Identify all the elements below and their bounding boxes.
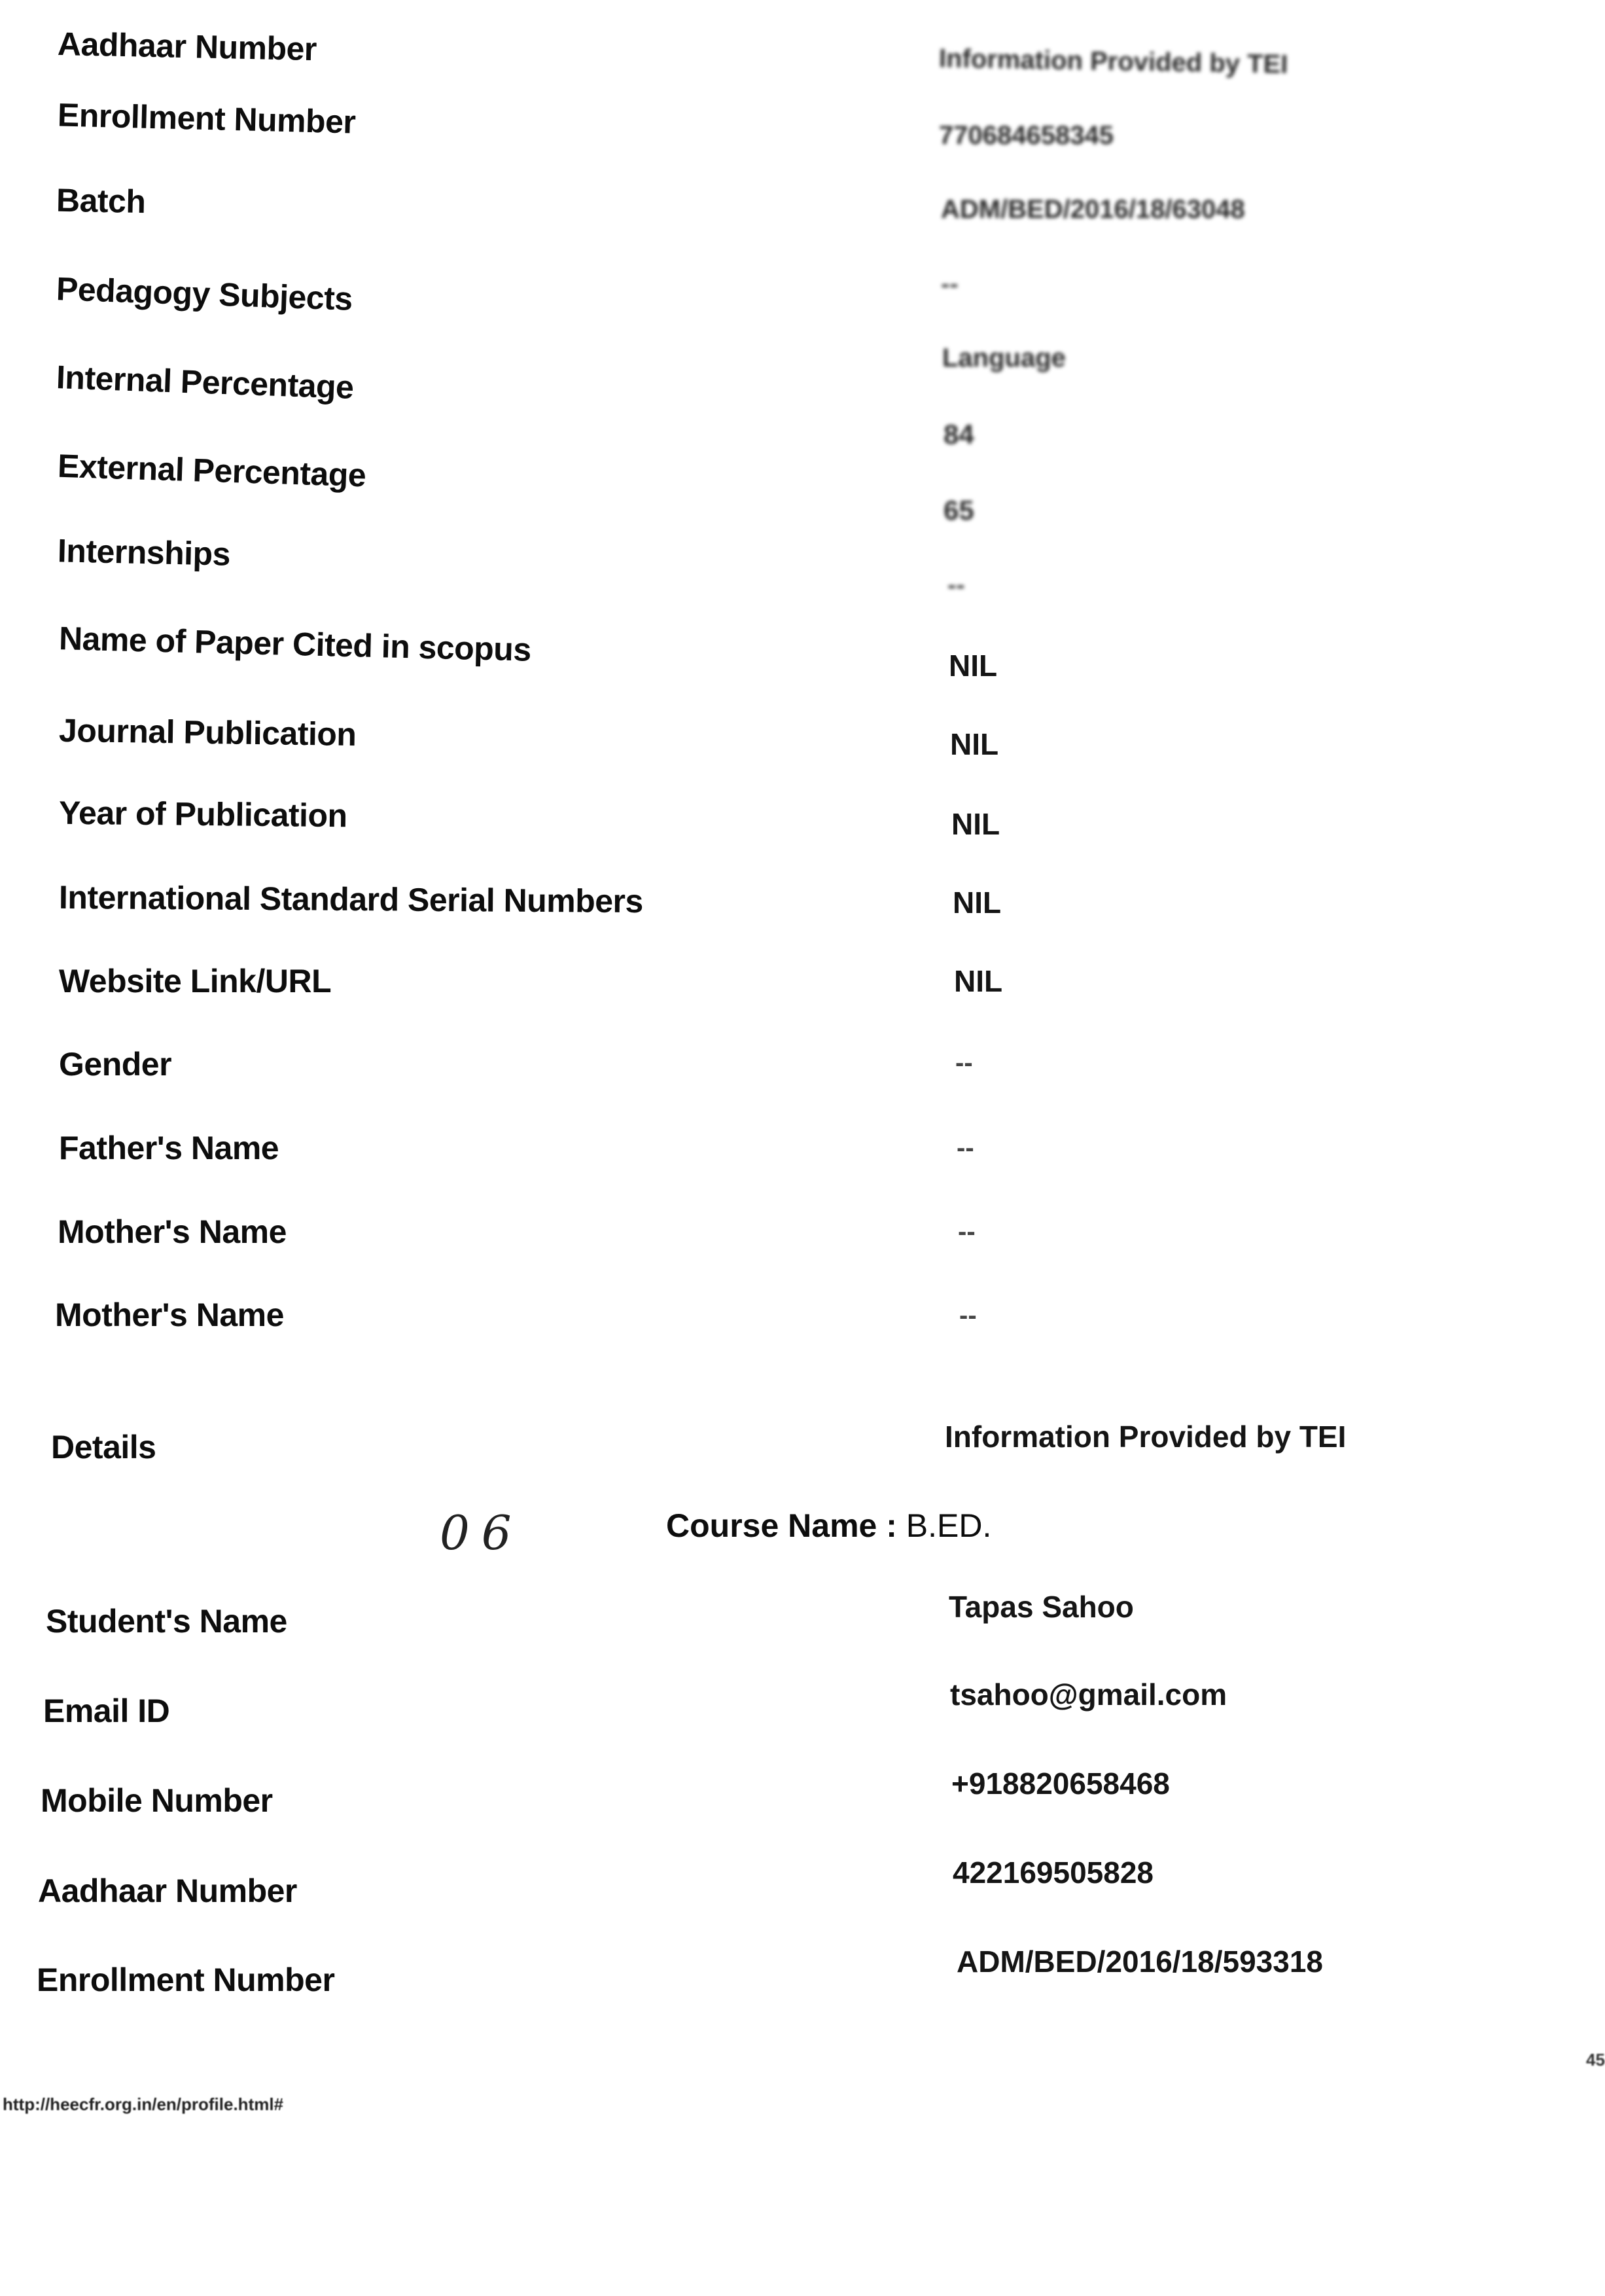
value-fathers-name: --	[955, 1049, 973, 1077]
label-batch: Batch	[56, 181, 146, 221]
label-aadhaar-number-2: Aadhaar Number	[38, 1873, 297, 1909]
value-email-id: tsahoo@gmail.com	[950, 1677, 1227, 1712]
details-header-value: Information Provided by TEI	[945, 1420, 1347, 1454]
details-label: Details	[51, 1429, 156, 1465]
value-enrollment-number-2: ADM/BED/2016/18/593318	[957, 1945, 1323, 1979]
label-aadhaar-number: Aadhaar Number	[57, 25, 317, 68]
label-enrollment-number-2: Enrollment Number	[37, 1962, 335, 1998]
value-batch: ADM/BED/2016/18/63048	[941, 195, 1245, 224]
value-mothers-name: --	[957, 1134, 974, 1162]
value-internships: 65	[944, 495, 974, 526]
page-number: 45	[1586, 2050, 1605, 2070]
footer-url[interactable]: http://heecfr.org.in/en/profile.html#	[3, 2094, 284, 2114]
label-journal-publication: Journal Publication	[58, 711, 357, 753]
handwritten-number: 06	[440, 1505, 523, 1560]
label-gender: Gender	[59, 1046, 172, 1083]
value-website-link: NIL	[953, 886, 1002, 920]
value-mothers-name-2: --	[958, 1217, 976, 1246]
course-name	[666, 1507, 991, 1545]
value-year-of-publication: NIL	[950, 727, 999, 761]
course-name-label: Course Name :	[666, 1507, 897, 1544]
value-issn: NIL	[951, 807, 1000, 841]
value-mobile-number: +918820658468	[951, 1767, 1170, 1801]
label-mothers-name: Mother's Name	[58, 1213, 287, 1250]
label-external-percentage: External Percentage	[57, 447, 367, 494]
label-pedagogy-subjects: Pedagogy Subjects	[56, 270, 353, 317]
label-website-link: Website Link/URL	[59, 963, 332, 999]
label-paper-cited-scopus: Name of Paper Cited in scopus	[58, 620, 532, 668]
label-email-id: Email ID	[43, 1693, 170, 1729]
value-students-name: Tapas Sahoo	[949, 1590, 1134, 1624]
value-aadhaar-number: Information Provided by TEI	[938, 44, 1288, 79]
label-students-name: Student's Name	[46, 1603, 287, 1640]
value-gender: NIL	[954, 964, 1003, 998]
value-journal-publication: NIL	[949, 649, 998, 683]
value-external-percentage: 84	[944, 419, 974, 450]
value-extra-dash: --	[959, 1301, 977, 1330]
value-paper-cited-scopus: --	[947, 571, 965, 600]
value-internal-percentage: Language	[942, 344, 1066, 372]
label-year-of-publication: Year of Publication	[58, 794, 347, 834]
value-aadhaar-number-2: 422169505828	[953, 1856, 1154, 1890]
label-mothers-name-2: Mother's Name	[55, 1297, 284, 1333]
value-pedagogy-subjects: --	[941, 270, 959, 298]
label-enrollment-number: Enrollment Number	[57, 96, 357, 141]
label-internships: Internships	[57, 532, 231, 573]
label-fathers-name: Father's Name	[59, 1130, 279, 1166]
label-mobile-number: Mobile Number	[41, 1782, 273, 1819]
label-internal-percentage: Internal Percentage	[56, 359, 355, 406]
label-issn: International Standard Serial Numbers	[58, 878, 644, 920]
value-enrollment-number: 770684658345	[939, 121, 1114, 150]
course-name-value: B.ED.	[906, 1507, 992, 1544]
